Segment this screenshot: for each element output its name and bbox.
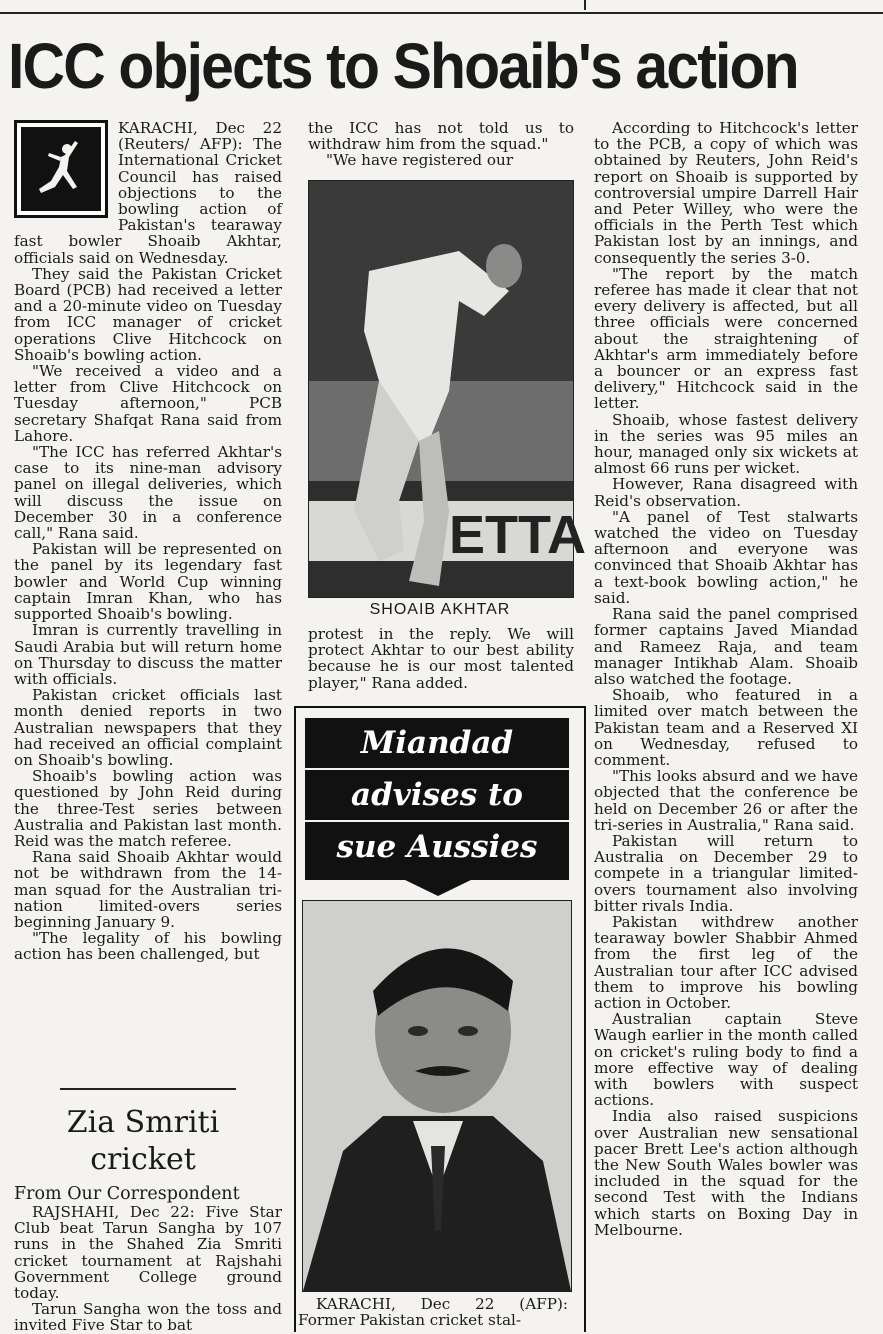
- portrait-illustration: [303, 901, 571, 1291]
- paragraph: Australian captain Steve Waugh earlier in the month called on cricket's ruling body to find a more effective way of dealing with bowlers with suspect actions.: [594, 1010, 858, 1110]
- zia-headline: Zia Smriti cricket: [66, 1105, 220, 1177]
- photo-advert-text: ETTA: [449, 505, 586, 565]
- bowler-photo-illustration: [309, 181, 586, 597]
- photo-caption: SHOAIB AKHTAR: [369, 601, 511, 618]
- bowler-silhouette-icon: [21, 127, 101, 211]
- headline: ICC objects to Shoaib's action: [8, 30, 798, 102]
- paragraph: the ICC has not told us to withdraw him from the squad.": [308, 119, 574, 154]
- paragraph: "This looks absurd and we have objected that the conference be held on December 26 or after the tri-series in Australia," Rana said.: [594, 767, 858, 834]
- paragraph: However, Rana disagreed with Reid's observation.: [594, 475, 858, 510]
- paragraph: Rana said the panel comprised former captains Javed Miandad and Rameez Raja, and team manager Intikhab Alam. Shoaib also watched the footage.: [594, 605, 858, 688]
- main-story-column-2-top: [308, 119, 574, 170]
- paragraph: Shoaib's bowling action was questioned by John Reid during the three-Test series between Australia and Pakistan last month. Reid was the match referee.: [14, 767, 282, 850]
- kicker-line: advises to: [351, 777, 523, 813]
- kicker-line: Miandad: [360, 725, 514, 761]
- zia-body: [14, 1204, 282, 1332]
- main-story-column-2-bottom: [308, 626, 574, 691]
- paragraph: "We have registered our: [326, 151, 514, 170]
- paragraph: RAJSHAHI, Dec 22: Five Star Club beat Tarun Sangha by 107 runs in the Shahed Zia Smriti cricket tournament at Rajshahi Government College ground today.: [14, 1203, 282, 1303]
- paragraph: They said the Pakistan Cricket Board (PCB) had received a letter and a 20-minute video on Tuesday from ICC manager of cricket operations Clive Hitchcock on Shoaib's bowling action.: [14, 264, 282, 364]
- paragraph: Shoaib, whose fastest delivery in the series was 95 miles an hour, managed only six wickets at almost 66 runs per wicket.: [594, 410, 858, 478]
- paragraph: According to Hitchcock's letter to the PCB, a copy of which was obtained by Reuters, John Reid's report on Shoaib is supported by controversial umpire Darrell Hair and Peter Willey, who were the officials in the Perth Test which Pakistan lost by an innings, and consequently the series 3-0.: [594, 119, 858, 267]
- paragraph: "We received a video and a letter from Clive Hitchcock on Tuesday afternoon," PCB secretary Shafqat Rana said from Lahore.: [14, 362, 282, 445]
- top-rule: [0, 12, 883, 14]
- main-story-column-3: [594, 120, 858, 1330]
- paragraph: Pakistan withdrew another tearaway bowler Shabbir Ahmed from the first leg of the Australian tour after ICC advised them to improve his bowling action in October.: [594, 912, 858, 1012]
- section-divider: [60, 1088, 236, 1090]
- paragraph: Shoaib, who featured in a limited over match between the Pakistan team and a Reserved XI on Wednesday, refused to comment.: [594, 686, 858, 769]
- paragraph: Pakistan will return to Australia on December 29 to compete in a triangular limited-overs tournament also involving bitter rivals India.: [594, 831, 858, 915]
- paragraph: protest in the reply. We will protect Akhtar to our best ability because he is our most talented player," Rana added.: [308, 625, 574, 692]
- paragraph: KARACHI, Dec 22 (AFP): Former Pakistan cricket stal-: [298, 1295, 568, 1330]
- shoaib-akhtar-photo: [308, 180, 586, 598]
- cricket-bowler-icon: [14, 120, 108, 218]
- paragraph: Pakistan cricket officials last month denied reports in two Australian newspapers that they had received an official complaint on Shoaib's bowling.: [14, 686, 282, 769]
- paragraph: "A panel of Test stalwarts watched the video on Tuesday afternoon and everyone was convinced that Shoaib Akhtar has a text-book bowling action," he said.: [594, 507, 858, 607]
- paragraph: Imran is currently travelling in Saudi Arabia but will return home on Thursday to discuss the matter with officials.: [14, 621, 282, 688]
- paragraph: "The report by the match referee has made it clear that not every delivery is affected, but all three officials were concerned about the straightening of Akhtar's arm immediately before a bouncer or an express fast delivery," Hitchcock said in the letter.: [594, 264, 858, 413]
- zia-byline: From Our Correspondent: [14, 1184, 240, 1204]
- paragraph: "The ICC has referred Akhtar's case to its nine-man advisory panel on illegal deliveries, which will discuss the issue on December 30 in a conference call," Rana said.: [14, 443, 282, 543]
- paragraph: Tarun Sangha won the toss and invited Five Star to bat: [14, 1300, 282, 1334]
- paragraph: Rana said Shoaib Akhtar would not be withdrawn from the 14-man squad for the Australian tri-nation limited-overs series beginning January 9.: [14, 848, 282, 931]
- paragraph: India also raised suspicions over Australian new sensational pacer Brett Lee's action although the New South Wales bowler was included in the squad for the second Test with the Indians which starts on Boxing Day in Melbourne.: [594, 1107, 858, 1239]
- sidebar-lead: [298, 1296, 568, 1328]
- miandad-photo: [302, 900, 572, 1292]
- top-rule-tick: [584, 0, 586, 10]
- main-story-column-1: [14, 120, 282, 1080]
- paragraph: "The legality of his bowling action has been challenged, but: [14, 929, 282, 964]
- kicker-line: sue Aussies: [336, 829, 538, 865]
- paragraph: KARACHI, Dec 22 (Reuters/ AFP): The International Cricket Council has raised objections to the bowling action of Pakistan's tearaway fast bowler Shoaib Akhtar, officials said on Wednesday.: [14, 119, 282, 267]
- paragraph: Pakistan will be represented on the panel by its legendary fast bowler and World Cup winning captain Imran Khan, who has supported Shoaib's bowling.: [14, 540, 282, 624]
- kicker-arrow: [401, 878, 475, 896]
- sidebar-kicker: [305, 718, 569, 880]
